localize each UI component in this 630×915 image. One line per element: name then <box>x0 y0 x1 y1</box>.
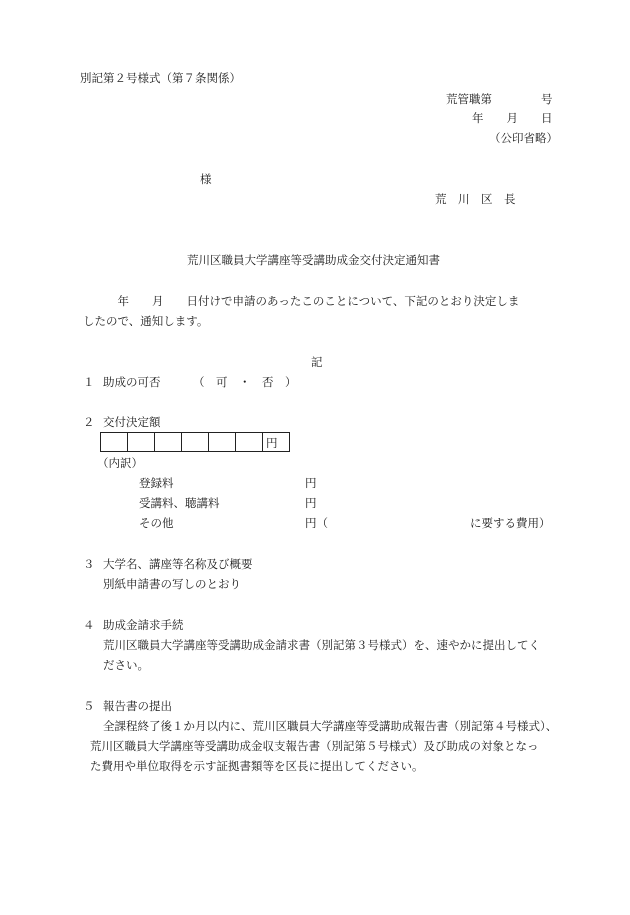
item1-choice: （ 可 ・ 否 ） <box>193 375 297 389</box>
breakdown-row-unit: 円 <box>305 496 317 510</box>
item5-label: 報告書の提出 <box>103 699 172 713</box>
amount-digit-box <box>127 432 155 452</box>
breakdown-row-name: 受講料、聴講料 <box>139 496 220 510</box>
item5-text-line-1: 全課程終了後１か月以内に、荒川区職員大学講座等受講助成報告書（別記第４号様式）、 <box>103 719 558 733</box>
item1-number: １ <box>83 375 95 389</box>
item2-label: 交付決定額 <box>103 415 161 429</box>
form-label: 別記第２号様式（第７条関係） <box>80 71 241 85</box>
breakdown-row-unit: 円（ <box>305 516 328 530</box>
item3-number: ３ <box>83 557 95 571</box>
sender: 荒 川 区 長 <box>435 192 516 206</box>
breakdown-row-unit: 円 <box>305 476 317 490</box>
amount-digit-box <box>154 432 182 452</box>
item5-number: ５ <box>83 699 95 713</box>
seal-note: （公印省略） <box>489 131 558 145</box>
item3-label: 大学名、講座等名称及び概要 <box>103 557 253 571</box>
doc-number-prefix: 荒管職第 <box>446 92 492 106</box>
body-line-2: したので、通知します。 <box>83 314 209 328</box>
item1-label: 助成の可否 <box>103 375 161 389</box>
amount-boxes <box>100 432 290 452</box>
amount-digit-box <box>100 432 128 452</box>
amount-digit-box <box>208 432 236 452</box>
amount-digit-box <box>181 432 209 452</box>
doc-number-suffix: 号 <box>541 92 553 106</box>
item5-text-line-3: た費用や単位取得を示す証拠書類等を区長に提出してください。 <box>90 759 424 773</box>
item3-text: 別紙申請書の写しのとおり <box>103 577 241 591</box>
breakdown-row-name: その他 <box>139 516 174 530</box>
item2-number: ２ <box>83 415 95 429</box>
item4-text-line-2: ださい。 <box>103 658 149 672</box>
item4-number: ４ <box>83 618 95 632</box>
item4-text-line-1: 荒川区職員大学講座等受講助成金請求書（別記第３号様式）を、速やかに提出してく <box>103 638 540 652</box>
breakdown-row-note: に要する費用） <box>470 516 551 530</box>
document-title: 荒川区職員大学講座等受講助成金交付決定通知書 <box>187 253 440 267</box>
body-line-1: 年 月 日付けで申請のあったこのことについて、下記のとおり決定しま <box>83 294 520 308</box>
ki-heading: 記 <box>311 355 323 369</box>
breakdown-label: （内訳） <box>97 456 143 470</box>
amount-digit-box <box>235 432 263 452</box>
breakdown-row-name: 登録料 <box>139 476 174 490</box>
amount-unit-box: 円 <box>262 432 290 452</box>
item5-text-line-2: 荒川区職員大学講座等受講助成金収支報告書（別記第５号様式）及び助成の対象となっ <box>90 739 539 753</box>
date-line: 年 月 日 <box>472 111 553 125</box>
addressee-honorific: 様 <box>200 172 212 186</box>
item4-label: 助成金請求手続 <box>103 618 184 632</box>
